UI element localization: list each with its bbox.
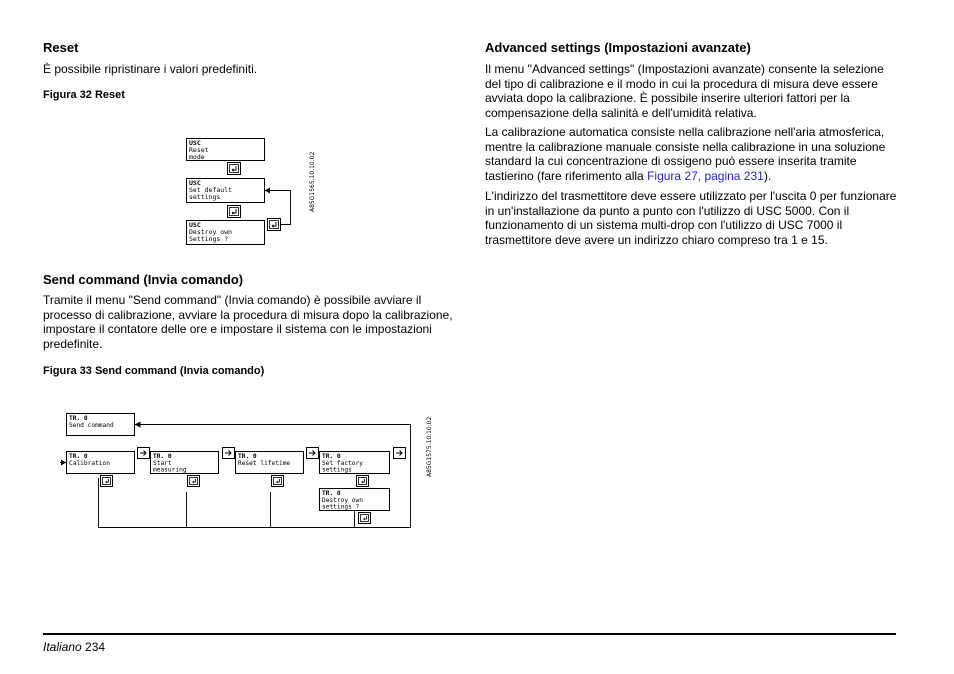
- calibration-line2: Calibration: [69, 460, 110, 467]
- enter-key-icon: [359, 513, 371, 524]
- calibration-line1: TR. 0: [69, 453, 88, 460]
- reset-box1-line2: Reset: [189, 146, 209, 154]
- send-command-heading: Send command (Invia comando): [43, 272, 244, 287]
- figure-27-link[interactable]: Figura 27, pagina 231: [647, 168, 764, 183]
- right-arrow-key-icon: [138, 448, 150, 459]
- reset-lifetime-line1: TR. 0: [238, 453, 257, 460]
- right-arrow-key-icon: [307, 448, 319, 459]
- start-measuring-line1: TR. 0: [153, 453, 172, 460]
- reset-box2-line2: Set default: [189, 186, 233, 194]
- right-arrow-key-icon: [223, 448, 235, 459]
- enter-key-icon: [268, 219, 281, 231]
- send-command-figure-id: A85G1575.10.10.02: [426, 416, 433, 477]
- reset-box2-line3: settings: [189, 193, 221, 201]
- reset-diagram: [180, 130, 330, 250]
- enter-key-icon: [101, 476, 113, 487]
- reset-heading: Reset: [43, 40, 79, 55]
- reset-box3-line1: USC: [189, 221, 201, 229]
- footer-language: Italiano: [43, 640, 82, 654]
- send-top-line2: Send command: [69, 422, 114, 429]
- reset-figure-caption: Figura 32 Reset: [43, 89, 125, 101]
- advanced-paragraph-3: L'indirizzo del trasmettitore deve essere utilizzato per l'uscita 0 per funzionare in un'installazione da punto a punto con l'utilizzo di USC 5000. Con il funzionamento di un sistema multi-drop con l'utilizzo di USC 7000 il trasmettitore deve avere un indirizzo chiaro compreso tra 1 e 15.: [485, 189, 897, 247]
- enter-key-icon: [228, 206, 241, 218]
- reset-body: È possibile ripristinare i valori predefiniti.: [43, 62, 258, 76]
- page-footer: [43, 640, 105, 654]
- set-factory-line2: Set factory: [322, 460, 363, 467]
- reset-box1-line1: USC: [189, 139, 201, 147]
- footer-rule: [43, 633, 896, 635]
- send-command-diagram: [60, 405, 440, 535]
- destroy-own-line2: Destroy own: [322, 497, 363, 504]
- reset-lifetime-line2: Reset lifetime: [238, 460, 291, 467]
- advanced-settings-heading: Advanced settings (Impostazioni avanzate): [485, 40, 751, 55]
- set-factory-line1: TR. 0: [322, 453, 341, 460]
- send-command-body: Tramite il menu "Send command" (Invia comando) è possibile avviare il processo di calibrazione, avviare la procedura di misura dopo la calibrazione, impostare il contatore delle ore e impostare il sistema con le impostazioni predefinite.: [43, 293, 453, 351]
- destroy-own-line3: settings ?: [322, 503, 360, 511]
- destroy-own-line1: TR. 0: [322, 490, 341, 497]
- advanced-paragraph-1: Il menu "Advanced settings" (Impostazioni avanzate) consente la selezione del tipo di calibrazione e il modo in cui la procedura di misura deve essere avviata dopo la calibrazione. È possibile inserire ulteriori fattori per la compensazione della salinità e dell'umidità relativa.: [485, 62, 884, 120]
- send-top-line1: TR. 0: [69, 415, 88, 422]
- reset-box1-line3: mode: [189, 153, 205, 161]
- start-measuring-line2: Start: [153, 460, 172, 467]
- page-number: 234: [85, 640, 106, 654]
- reset-box3-line2: Destroy own: [189, 228, 233, 236]
- enter-key-icon: [272, 476, 284, 487]
- reset-figure-id: A85G1565.10.10.02: [309, 151, 316, 212]
- advanced-paragraph-2: [485, 125, 895, 183]
- advanced-paragraph-2-end: ).: [763, 168, 772, 183]
- send-command-figure-caption: Figura 33 Send command (Invia comando): [43, 365, 265, 377]
- reset-box2-line1: USC: [189, 179, 201, 187]
- enter-key-icon: [228, 163, 241, 175]
- advanced-paragraph-2-text: La calibrazione automatica consiste nella calibrazione nell'aria atmosferica, mentre la calibrazione manuale consiste nella calibrazione in una soluzione standard la cui concentrazione di ossigeno può essere inserita tramite tastierino (fare riferimento alla: [485, 125, 886, 183]
- set-factory-line3: settings: [322, 466, 352, 474]
- start-measuring-line3: measuring: [153, 466, 187, 474]
- enter-key-icon: [188, 476, 200, 487]
- right-arrow-key-icon: [394, 448, 406, 459]
- reset-box3-line3: Settings ?: [189, 235, 229, 243]
- enter-key-icon: [357, 476, 369, 487]
